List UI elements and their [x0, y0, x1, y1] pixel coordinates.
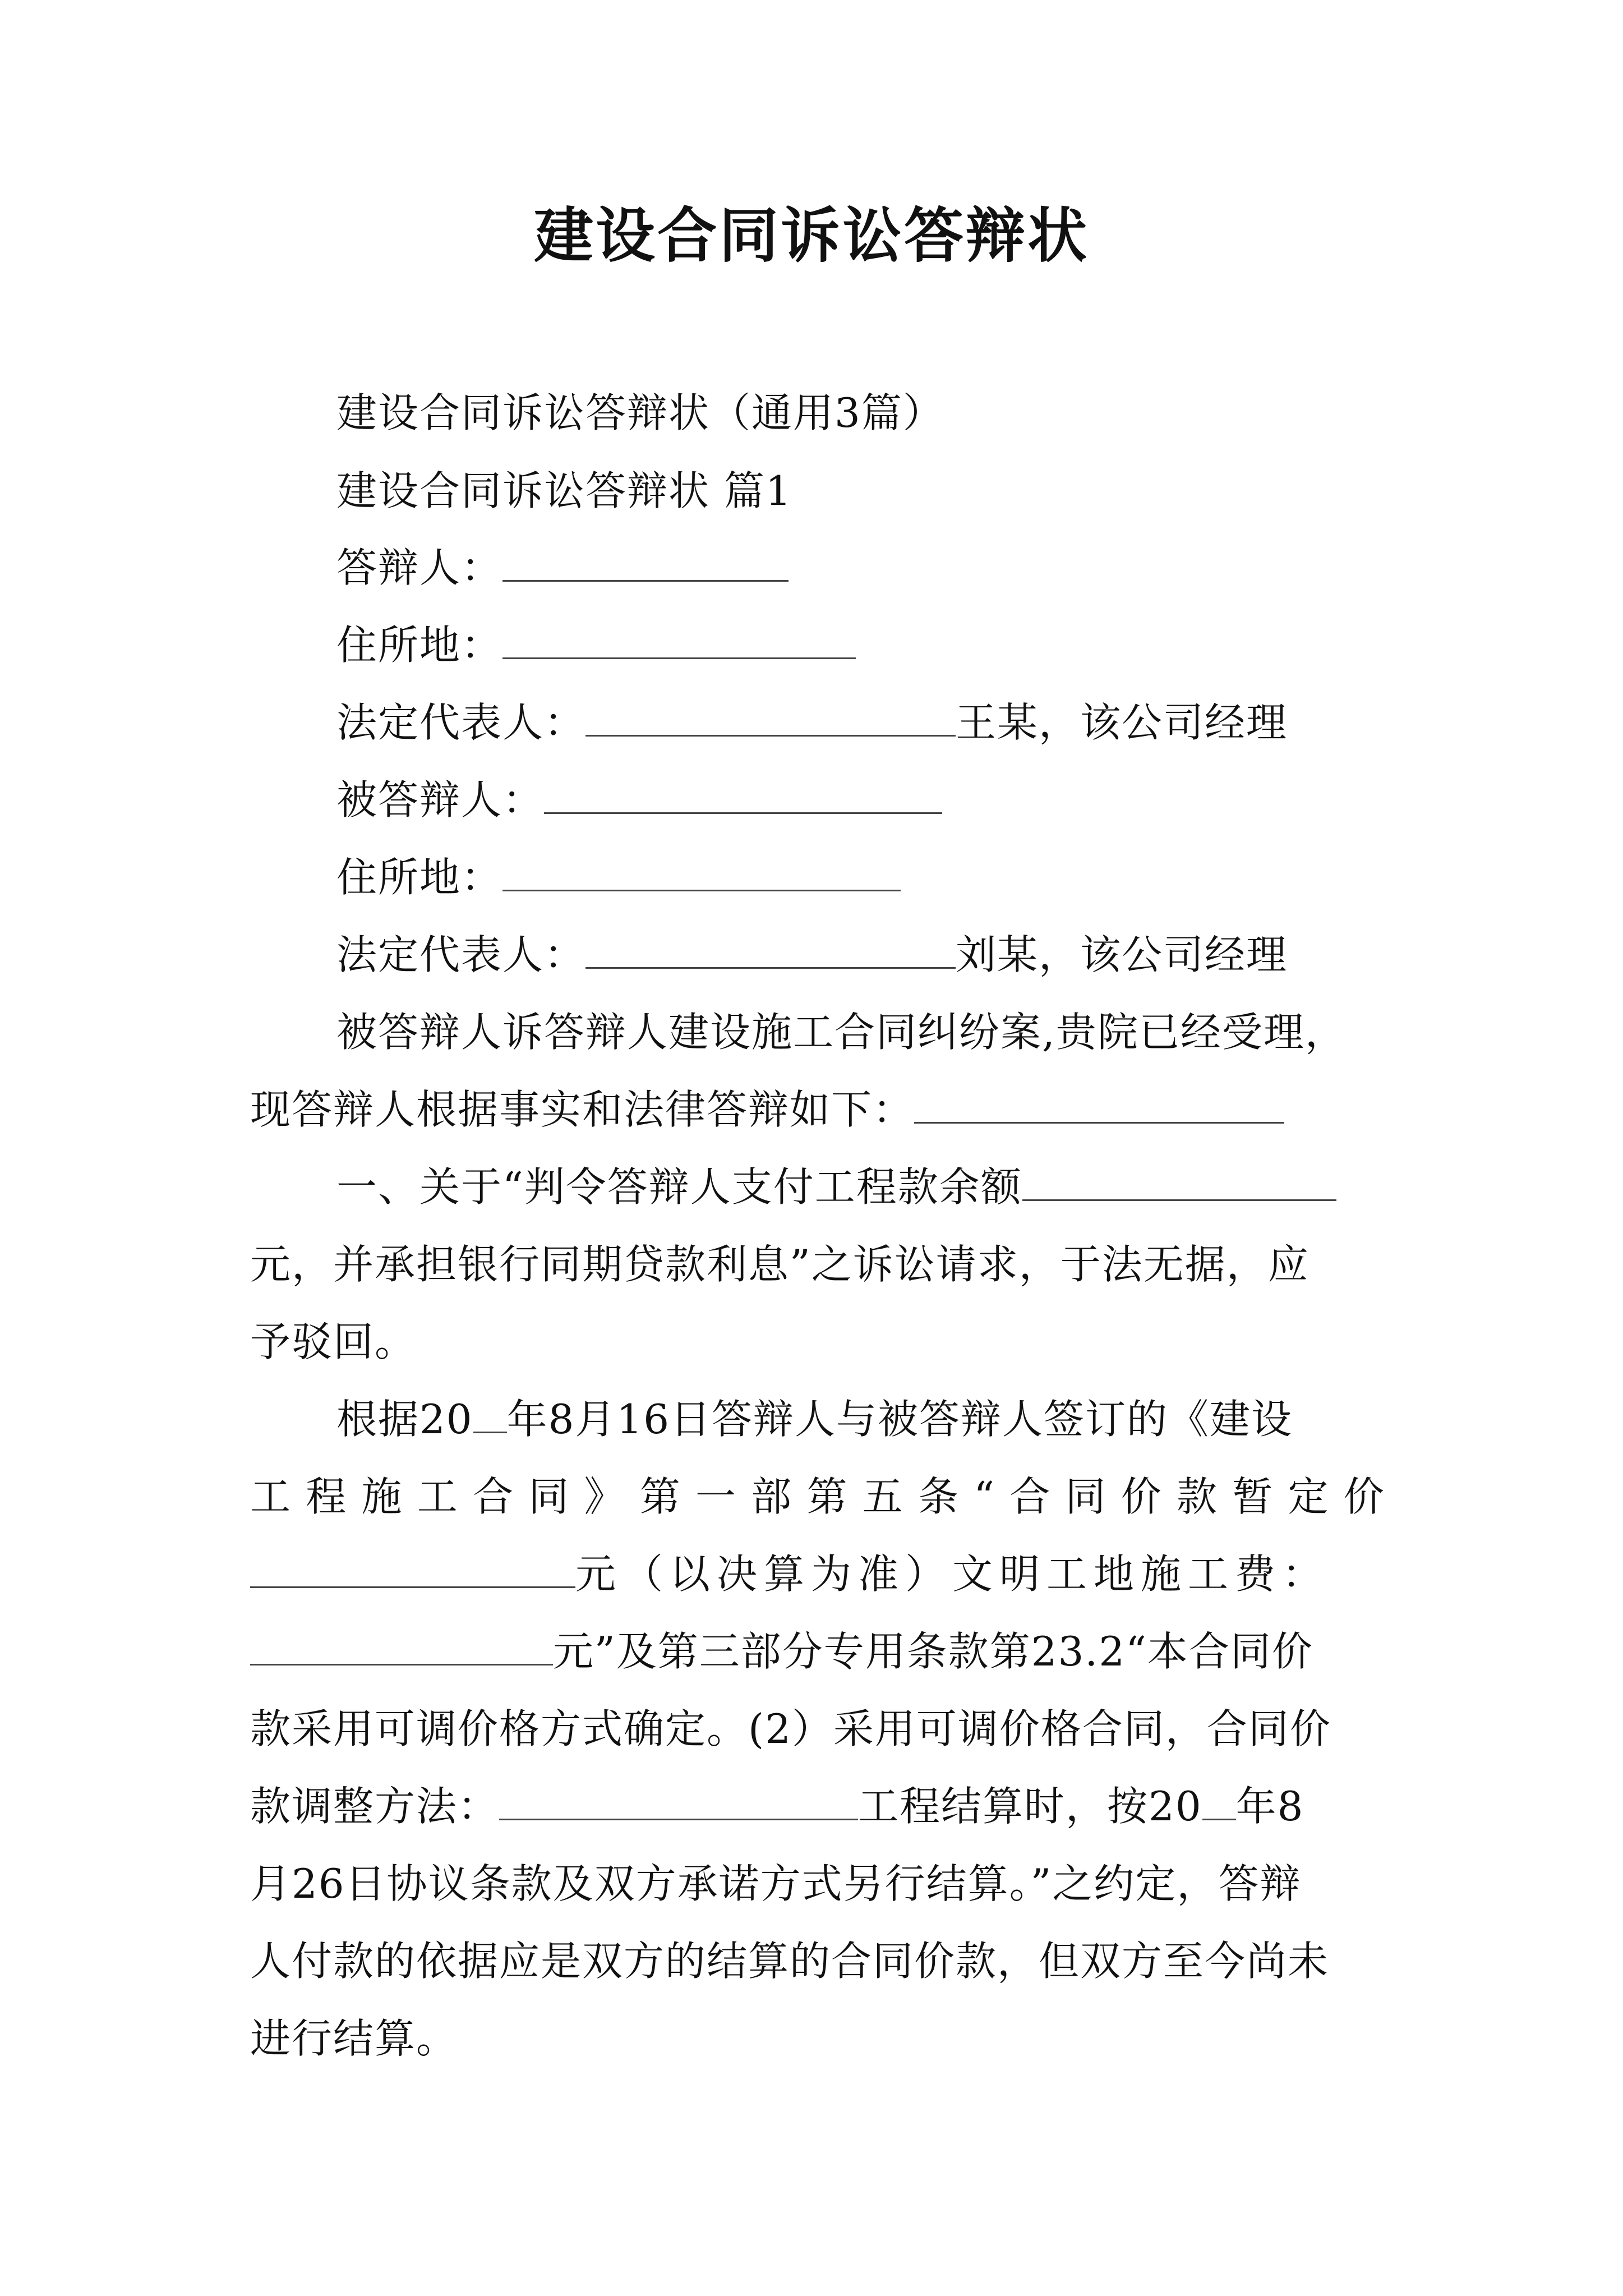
- basis-line-9: 进行结算。: [250, 2015, 458, 2062]
- provisional-price-text: 元（以决算为准）文明工地施工费：: [575, 1550, 1330, 1598]
- claimant-rep-label: 法定代表人：: [336, 931, 586, 978]
- balance-amount-blank: [1022, 1166, 1336, 1201]
- answer-intro-blank: [914, 1088, 1284, 1124]
- spread-char: 条: [918, 1473, 959, 1520]
- body-paragraph-1-line-2: [250, 1082, 1284, 1138]
- basis-line-5: 款采用可调价格方式确定。(2）采用可调价格合同，合同价: [250, 1705, 1331, 1752]
- spread-char: 第: [806, 1473, 847, 1520]
- claimant-label: 被答辩人：: [336, 776, 545, 823]
- respondent-rep-blank: [585, 701, 956, 737]
- basis-date-prefix: 根据20: [336, 1396, 473, 1443]
- basis-date-suffix: 年8月16日答辩人与被答辩人签订的《建设: [506, 1396, 1293, 1443]
- claimant-address-label: 住所地：: [336, 854, 503, 901]
- settlement-date-text: 年8: [1235, 1783, 1304, 1830]
- adjust-method-blank: [499, 1785, 858, 1820]
- basis-line-7: 月26日协议条款及双方承诺方式另行结算。”之约定，答辩: [250, 1860, 1302, 1907]
- respondent-address-blank: [502, 624, 856, 659]
- year-blank-2: [1202, 1785, 1236, 1820]
- spread-char: 工: [250, 1473, 291, 1520]
- claimant-rep-line: [336, 927, 1288, 983]
- spread-char: 部: [751, 1473, 792, 1520]
- spread-char: 一: [695, 1473, 736, 1520]
- subtitle-general: 建设合同诉讼答辩状（通用3篇）: [336, 389, 944, 436]
- spread-char: 工: [417, 1473, 458, 1520]
- answer-intro-text: 现答辩人根据事实和法律答辩如下：: [250, 1086, 915, 1133]
- year-blank-1: [473, 1398, 507, 1433]
- basis-line-2-spread: [250, 1469, 1384, 1525]
- adjust-method-label: 款调整方法：: [250, 1783, 500, 1830]
- point-1-line-3: 予驳回。: [250, 1318, 417, 1365]
- basis-line-4: [250, 1623, 1313, 1680]
- spread-char: 合: [473, 1473, 514, 1520]
- spread-char: 合: [1009, 1473, 1050, 1520]
- claimant-rep-name: 刘某，该公司经理: [956, 931, 1288, 978]
- settlement-text: 工程结算时，按20: [858, 1783, 1202, 1830]
- civilized-site-fee-text: 元”及第三部分专用条款第23.2“本合同价: [553, 1628, 1313, 1675]
- spread-char: 》: [584, 1473, 625, 1520]
- civilized-site-fee-blank: [250, 1630, 553, 1665]
- claimant-address-line: [336, 849, 901, 905]
- basis-line-8: 人付款的依据应是双方的结算的合同价款，但双方至今尚未: [250, 1938, 1330, 1985]
- spread-char: “: [974, 1473, 995, 1520]
- respondent-line: [336, 540, 789, 596]
- basis-line-3: [250, 1546, 1384, 1602]
- spread-char: 程: [306, 1473, 347, 1520]
- document-title: 建设合同诉讼答辩状: [534, 200, 1089, 270]
- claimant-address-blank: [502, 856, 901, 891]
- respondent-rep-label: 法定代表人：: [336, 699, 586, 746]
- spread-char: 五: [862, 1473, 903, 1520]
- respondent-address-line: [336, 617, 856, 673]
- respondent-rep-name: 王某，该公司经理: [956, 699, 1288, 746]
- spread-char: 暂: [1232, 1473, 1273, 1520]
- point-1-line-2: 元，并承担银行同期贷款利息”之诉讼请求，于法无据，应: [250, 1241, 1310, 1288]
- respondent-label: 答辩人：: [336, 544, 503, 591]
- point-1-line-1: [336, 1159, 1336, 1215]
- basis-line-6: [250, 1778, 1304, 1834]
- spread-char: 同: [1065, 1473, 1106, 1520]
- provisional-price-blank: [250, 1553, 575, 1588]
- point-1-text: 一、关于“判令答辩人支付工程款余额: [336, 1163, 1022, 1211]
- spread-char: 价: [1121, 1473, 1161, 1520]
- claimant-blank: [544, 779, 942, 814]
- spread-char: 款: [1177, 1473, 1218, 1520]
- spread-char: 价: [1343, 1473, 1384, 1520]
- spread-char: 第: [639, 1473, 680, 1520]
- section-heading-1: 建设合同诉讼答辩状 篇1: [336, 467, 792, 514]
- claimant-line: [336, 772, 942, 828]
- spread-char: 同: [528, 1473, 569, 1520]
- basis-line-1: [336, 1391, 1293, 1447]
- spread-char: 定: [1288, 1473, 1329, 1520]
- body-paragraph-1-line-1: 被答辩人诉答辩人建设施工合同纠纷案,贵院已经受理，: [336, 1009, 1347, 1056]
- claimant-rep-blank: [585, 933, 956, 969]
- respondent-address-label: 住所地：: [336, 622, 503, 669]
- spread-char: 施: [361, 1473, 402, 1520]
- respondent-blank: [502, 546, 789, 582]
- respondent-rep-line: [336, 694, 1288, 751]
